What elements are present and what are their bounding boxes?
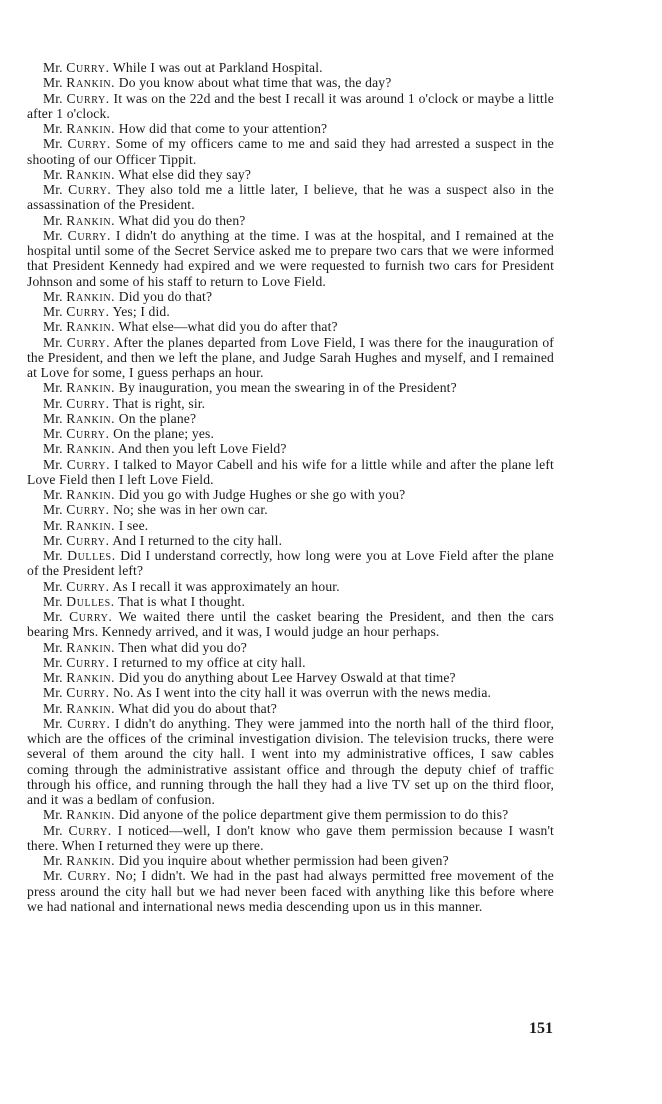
- speaker-name: Curry.: [68, 182, 112, 197]
- testimony-paragraph: [27, 807, 554, 822]
- speaker-name: Rankin.: [66, 807, 116, 823]
- speaker-name: Rankin.: [66, 380, 116, 396]
- speech-text: Did I understand correctly, how long were you at Love Field after the plane of the President left?: [27, 548, 554, 579]
- speaker-name: Curry.: [66, 304, 110, 319]
- speech-text: Yes; I did.: [112, 304, 170, 319]
- testimony-paragraph: [27, 685, 554, 700]
- speaker-name: Curry.: [66, 90, 110, 106]
- speech-text: What did you do then?: [118, 212, 246, 228]
- speech-text: What did you do about that?: [118, 700, 277, 716]
- speaker-title: Mr.: [43, 380, 63, 396]
- speaker-name: Rankin.: [66, 288, 116, 304]
- speaker-name: Rankin.: [66, 75, 116, 91]
- speech-text: Did you inquire about whether permission had been given?: [118, 853, 449, 868]
- speech-text: I talked to Mayor Cabell and his wife for a little while and after the plane left Love Field then I left Love Field.: [27, 456, 554, 487]
- speaker-title: Mr.: [43, 395, 63, 411]
- speaker-title: Mr.: [43, 532, 63, 548]
- speech-text: That is what I thought.: [118, 593, 246, 609]
- speaker-title: Mr.: [43, 868, 63, 884]
- speaker-title: Mr.: [43, 166, 63, 182]
- speech-text: We waited there until the casket bearing the President, and then the cars bearing Mrs. Kennedy arrived, and it was, I would judge an hour perhaps.: [27, 609, 554, 640]
- testimony-paragraph: [27, 91, 554, 122]
- speaker-title: Mr.: [43, 654, 63, 670]
- testimony-paragraph: [27, 701, 554, 716]
- speech-text: I noticed—well, I don't know who gave them permission because I wasn't there. When I returned they were up there.: [27, 822, 554, 853]
- speaker-name: Rankin.: [66, 121, 116, 136]
- testimony-paragraph: [27, 823, 554, 854]
- speech-text: While I was out at Parkland Hospital.: [112, 60, 323, 75]
- speaker-name: Curry.: [66, 426, 110, 441]
- speaker-title: Mr.: [43, 426, 63, 441]
- speaker-name: Curry.: [67, 227, 111, 243]
- speech-text: I didn't do anything. They were jammed into the north hall of the third floor, which are the offices of the criminal investigation division. The television trucks, there were several of them around the city hall. I went into my administrative offices, I saw cables coming through the administrative assistant office and through the deputy chief of traffic through his office, and running through the hall they had a live TV set up on the third floor, and it was a bedlam of confusion.: [27, 715, 554, 807]
- speaker-name: Curry.: [66, 456, 111, 472]
- testimony-paragraph: [27, 518, 554, 533]
- testimony-paragraph: [27, 533, 554, 548]
- speech-text: Did anyone of the police department give them permission to do this?: [118, 807, 509, 823]
- testimony-paragraph: [27, 60, 554, 75]
- testimony-paragraph: [27, 716, 554, 808]
- speech-text: By inauguration, you mean the swearing in of the President?: [118, 380, 457, 396]
- speech-text: How did that come to your attention?: [118, 121, 328, 136]
- speaker-name: Curry.: [68, 822, 112, 838]
- testimony-paragraph: [27, 411, 554, 426]
- speaker-name: Rankin.: [66, 700, 116, 716]
- speech-text: No; I didn't. We had in the past had always permitted free movement of the press around the city hall but we had never been faced with anything like this before where we had national and international news media descending upon us in this manner.: [27, 868, 554, 914]
- testimony-paragraph: [27, 670, 554, 685]
- testimony-paragraph: [27, 487, 554, 502]
- speech-text: What else—what did you do after that?: [118, 319, 338, 335]
- testimony-paragraph: [27, 868, 554, 914]
- speaker-name: Curry.: [66, 532, 110, 548]
- speaker-title: Mr.: [43, 456, 63, 472]
- testimony-paragraph: [27, 380, 554, 395]
- speech-text: No. As I went into the city hall it was overrun with the news media.: [113, 685, 492, 701]
- speech-text: No; she was in her own car.: [113, 502, 268, 518]
- speaker-title: Mr.: [43, 685, 63, 701]
- speaker-title: Mr.: [43, 136, 63, 152]
- speech-text: I didn't do anything at the time. I was at the hospital, and I remained at the hospital until some of the Secret Service asked me to prepare two cars that we were informed that President Kennedy had expired and we were requested to furnish two cars for President Johnson and some of his staff to return to Love Field.: [27, 227, 554, 289]
- speaker-title: Mr.: [43, 304, 63, 319]
- testimony-paragraph: [27, 502, 554, 517]
- speaker-title: Mr.: [43, 319, 63, 335]
- speaker-name: Curry.: [66, 654, 110, 670]
- testimony-paragraph: [27, 213, 554, 228]
- testimony-paragraph: [27, 121, 554, 136]
- speech-text: After the planes departed from Love Field, I was there for the inauguration of the President, and then we left the plane, and Judge Sarah Hughes and myself, and I remained at Love for some, I guess perhaps an hour.: [27, 334, 554, 380]
- page-number: 151: [529, 1020, 553, 1037]
- speaker-title: Mr.: [43, 227, 63, 243]
- speaker-title: Mr.: [43, 75, 63, 91]
- speaker-title: Mr.: [43, 60, 63, 75]
- testimony-paragraph: [27, 457, 554, 488]
- speaker-title: Mr.: [43, 670, 63, 685]
- speaker-name: Curry.: [66, 685, 110, 701]
- speaker-title: Mr.: [43, 593, 63, 609]
- speech-text: As I recall it was approximately an hour.: [112, 578, 340, 594]
- testimony-paragraph: [27, 167, 554, 182]
- speaker-title: Mr.: [43, 609, 63, 624]
- speaker-name: Curry.: [67, 136, 111, 152]
- speaker-title: Mr.: [43, 578, 63, 594]
- speech-text: On the plane?: [118, 410, 197, 426]
- speech-text: Some of my officers came to me and said they had arrested a suspect in the shooting of our Officer Tippit.: [27, 136, 554, 167]
- speaker-name: Rankin.: [66, 487, 116, 502]
- testimony-paragraph: [27, 319, 554, 334]
- speaker-name: Curry.: [67, 868, 111, 884]
- speech-text: It was on the 22d and the best I recall it was around 1 o'clock or maybe a little after 1 o'clock.: [27, 90, 554, 121]
- speaker-title: Mr.: [43, 853, 63, 868]
- speaker-title: Mr.: [43, 334, 63, 350]
- speech-text: Do you know about what time that was, the day?: [118, 75, 392, 91]
- testimony-paragraph: [27, 426, 554, 441]
- speaker-title: Mr.: [43, 410, 63, 426]
- speaker-name: Dulles.: [67, 548, 116, 563]
- testimony-paragraph: [27, 182, 554, 213]
- speaker-name: Rankin.: [66, 319, 116, 335]
- speaker-title: Mr.: [43, 90, 63, 106]
- testimony-paragraph: [27, 335, 554, 381]
- speaker-title: Mr.: [43, 441, 63, 457]
- speaker-name: Curry.: [66, 502, 110, 518]
- speaker-name: Rankin.: [66, 639, 116, 655]
- speaker-name: Rankin.: [66, 410, 116, 426]
- speech-text: On the plane; yes.: [113, 426, 214, 441]
- testimony-paragraph: [27, 136, 554, 167]
- speaker-title: Mr.: [43, 715, 63, 731]
- testimony-paragraph: [27, 640, 554, 655]
- speaker-name: Curry.: [66, 334, 111, 350]
- speaker-name: Rankin.: [66, 212, 116, 228]
- speaker-name: Curry.: [66, 578, 110, 594]
- speech-text: Did you go with Judge Hughes or she go with you?: [118, 487, 406, 502]
- speech-text: That is right, sir.: [112, 395, 206, 411]
- testimony-paragraph: [27, 228, 554, 289]
- testimony-paragraph: [27, 609, 554, 640]
- testimony-paragraph: [27, 289, 554, 304]
- testimony-paragraph: [27, 441, 554, 456]
- testimony-text: [27, 60, 554, 914]
- speaker-name: Curry.: [69, 609, 113, 624]
- speaker-name: Curry.: [66, 395, 110, 411]
- testimony-paragraph: [27, 75, 554, 90]
- speech-text: Then what did you do?: [118, 639, 247, 655]
- speaker-title: Mr.: [43, 182, 63, 197]
- speaker-title: Mr.: [43, 487, 63, 502]
- speaker-name: Curry.: [66, 60, 110, 75]
- speaker-title: Mr.: [43, 807, 63, 823]
- speaker-name: Rankin.: [66, 853, 116, 868]
- speaker-title: Mr.: [43, 121, 63, 136]
- speech-text: I returned to my office at city hall.: [113, 654, 306, 670]
- speech-text: I see.: [118, 517, 149, 533]
- speaker-name: Rankin.: [66, 441, 116, 457]
- testimony-paragraph: [27, 396, 554, 411]
- speaker-name: Rankin.: [66, 517, 116, 533]
- speaker-title: Mr.: [43, 502, 63, 518]
- speech-text: Did you do anything about Lee Harvey Oswald at that time?: [118, 670, 456, 685]
- testimony-paragraph: [27, 594, 554, 609]
- speaker-name: Rankin.: [66, 670, 116, 685]
- speaker-title: Mr.: [43, 517, 63, 533]
- speaker-title: Mr.: [43, 288, 63, 304]
- speaker-name: Rankin.: [66, 166, 116, 182]
- speaker-title: Mr.: [43, 700, 63, 716]
- speaker-title: Mr.: [43, 639, 63, 655]
- speech-text: And I returned to the city hall.: [112, 532, 283, 548]
- speaker-title: Mr.: [43, 212, 63, 228]
- testimony-paragraph: [27, 304, 554, 319]
- speaker-name: Dulles.: [66, 593, 115, 609]
- speaker-title: Mr.: [43, 822, 63, 838]
- testimony-paragraph: [27, 655, 554, 670]
- speaker-title: Mr.: [43, 548, 63, 563]
- testimony-paragraph: [27, 579, 554, 594]
- speaker-name: Curry.: [67, 715, 111, 731]
- testimony-paragraph: [27, 548, 554, 579]
- speech-text: They also told me a little later, I believe, that he was a suspect also in the assassination of the President.: [27, 182, 554, 213]
- speech-text: Did you do that?: [118, 288, 213, 304]
- speech-text: What else did they say?: [118, 166, 252, 182]
- testimony-paragraph: [27, 853, 554, 868]
- speech-text: And then you left Love Field?: [117, 441, 287, 457]
